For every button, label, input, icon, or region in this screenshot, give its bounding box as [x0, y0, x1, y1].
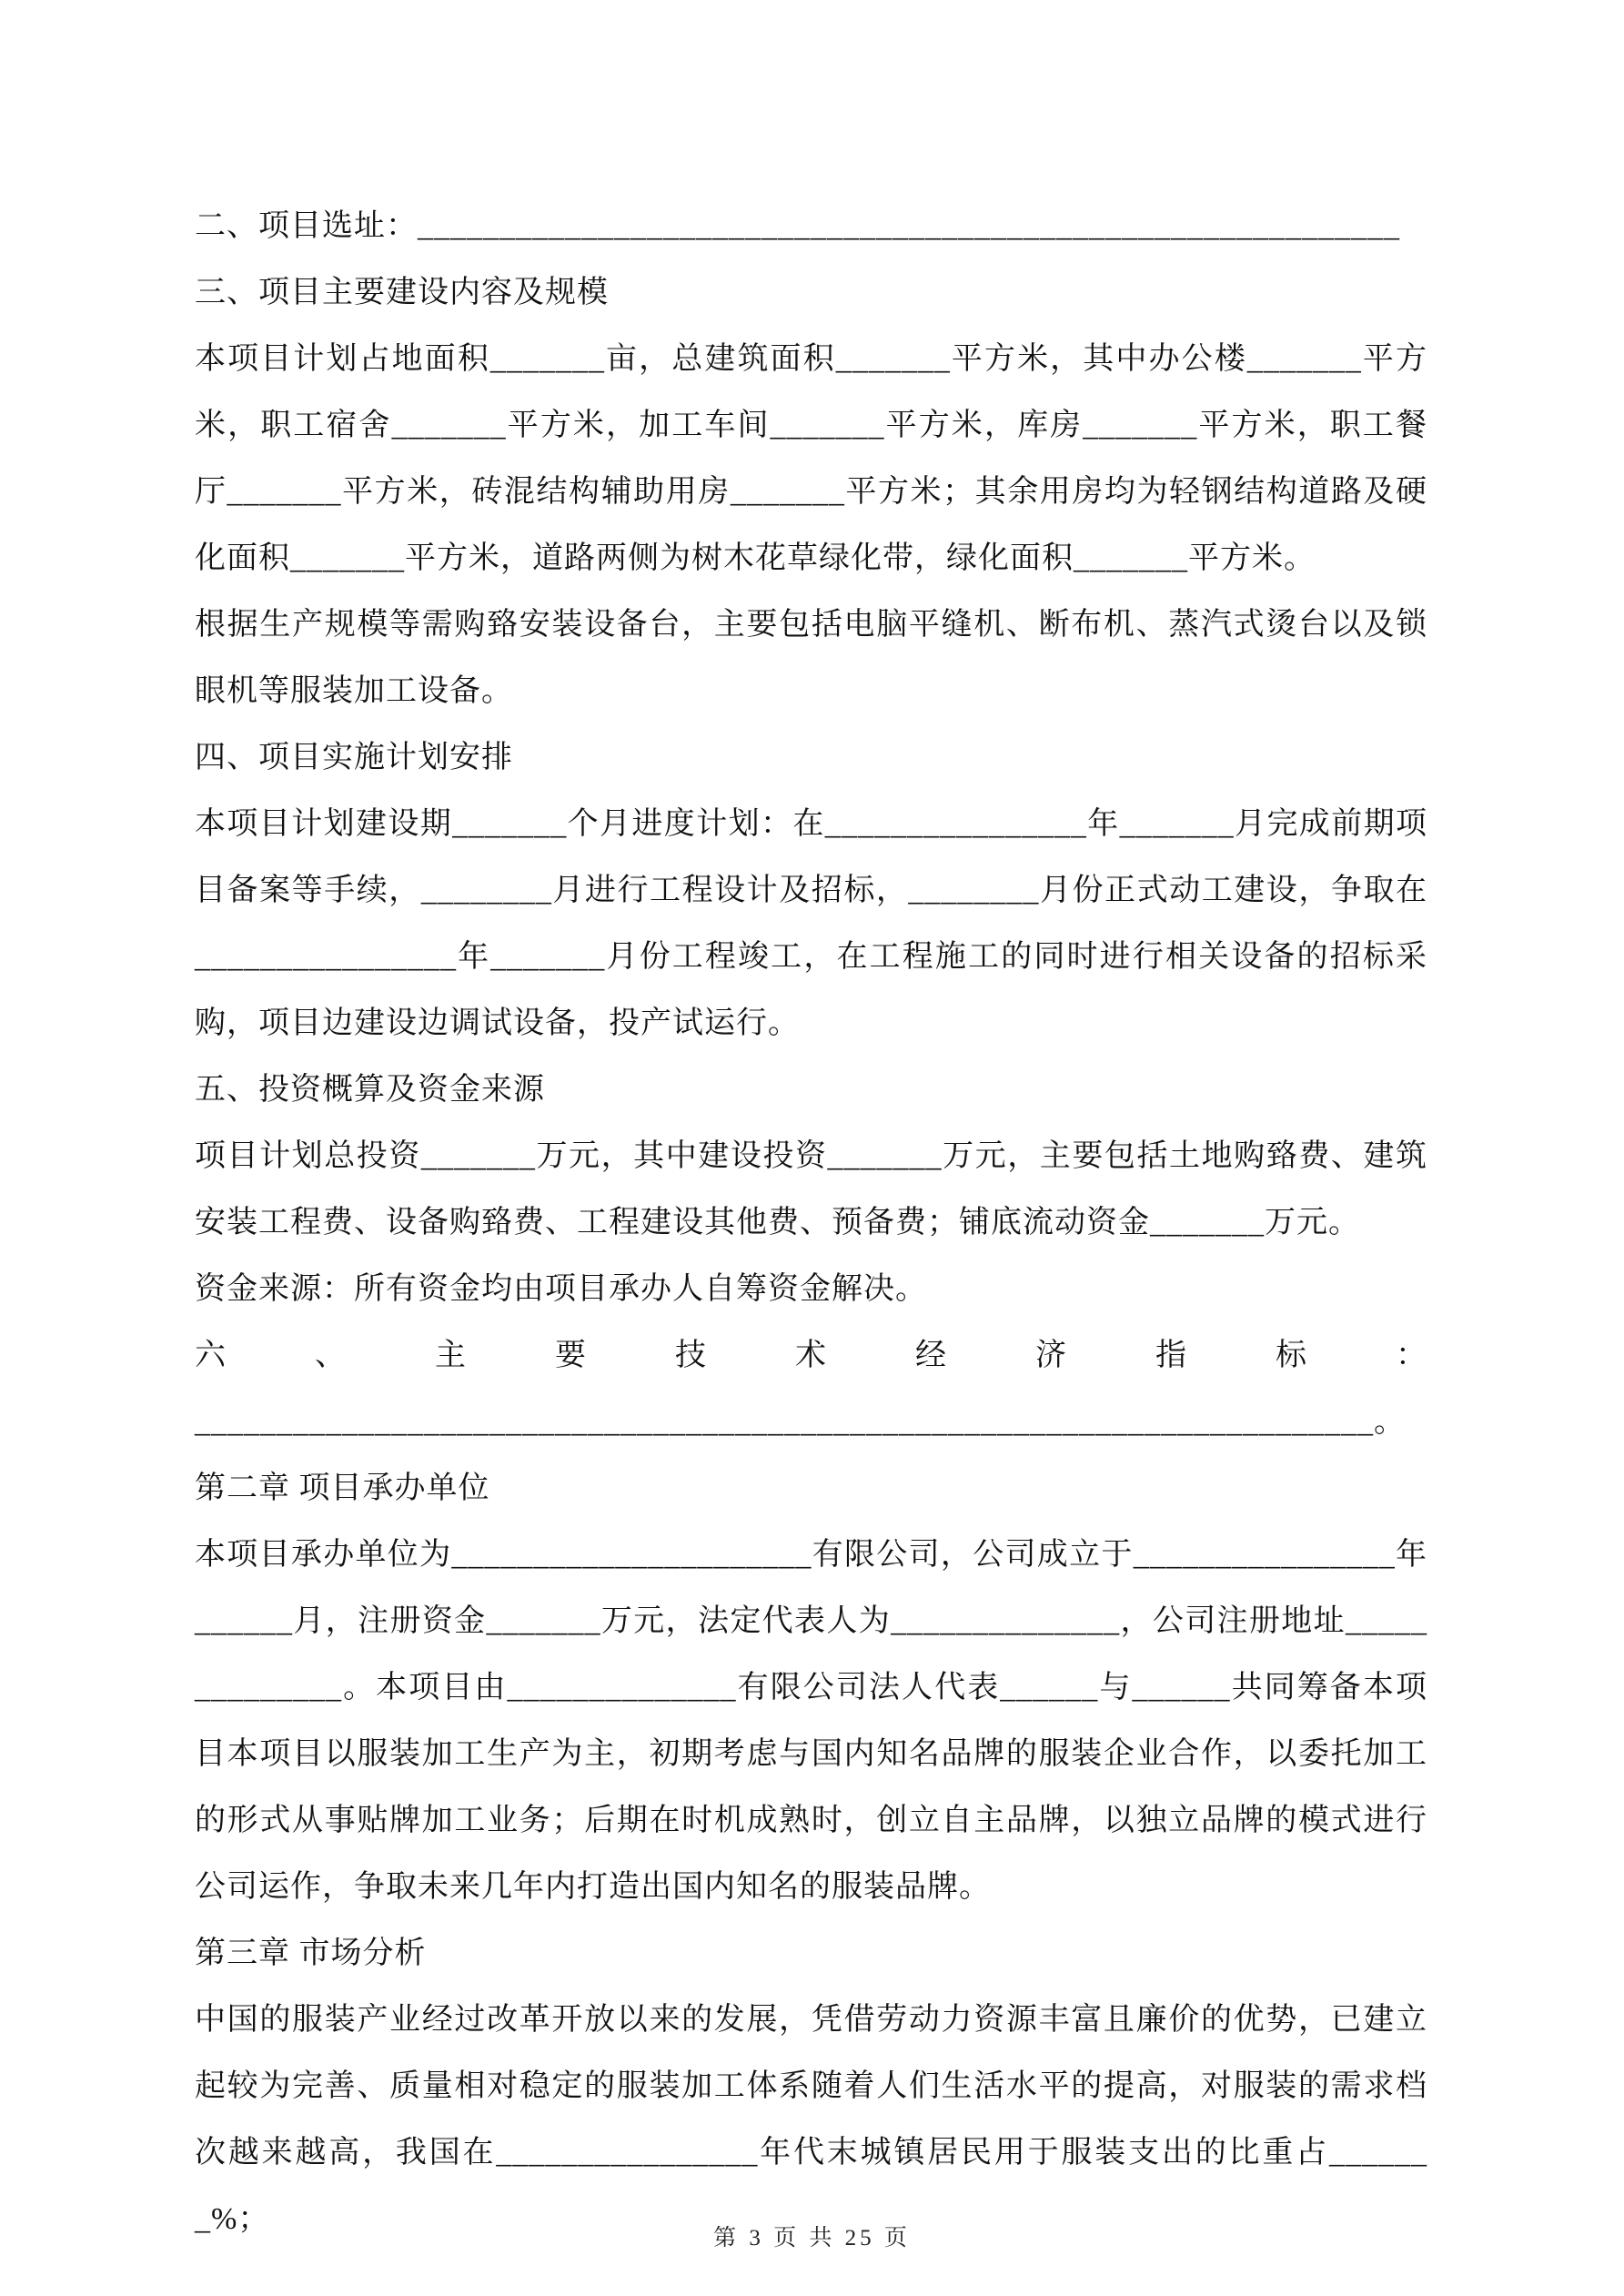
heading-implementation-plan: 四、项目实施计划安排	[195, 741, 513, 774]
para-funding-source: 资金来源：所有资金均由项目承办人自筹资金解决。	[195, 1272, 927, 1306]
para-implementation-schedule: 本项目计划建设期_______个月进度计划：在________________年_______月完成前期项目备案等手续，________月进行工程设计及招标，________月份正式动工建设，争取在________________年_______月份工程竣工，在工程施工的同时进行相关设备的招标采购，项目边建设边调试设备，投产试运行。	[195, 807, 1427, 1040]
para-company-info: 本项目承办单位为______________________有限公司，公司成立于________________年______月，注册资金_______万元，法定代表人为______________，公司注册地址______________。本项目由______________有限公司法人代表______与______共同筹备本项目本项目以服装加工生产为主，初期考虑与国内知名品牌的服装企业合作，以委托加工的形式从事贴牌加工业务；后期在时机成熟时，创立自主品牌，以独立品牌的模式进行公司运作，争取未来几年内打造出国内知名的服装品牌。	[195, 1538, 1427, 1904]
heading-chapter-3: 第三章 市场分析	[195, 1937, 427, 1970]
heading-project-site: 二、项目选址：____________________________________________________________	[195, 209, 1400, 243]
para-equipment-purchase: 根据生产规模等需购臵安装设备台，主要包括电脑平缝机、断布机、蒸汽式烫台以及锁眼机等服装加工设备。	[195, 608, 1427, 708]
heading-construction-content: 三、项目主要建设内容及规模	[195, 276, 609, 309]
para-investment-estimate: 项目计划总投资_______万元，其中建设投资_______万元，主要包括土地购臵费、建筑安装工程费、设备购臵费、工程建设其他费、预备费；铺底流动资金_______万元。	[195, 1139, 1427, 1239]
heading-technical-indicators: 六、主要技术经济指标：	[195, 1339, 1427, 1372]
heading-chapter-2: 第二章 项目承办单位	[195, 1472, 490, 1505]
heading-investment-funding: 五、投资概算及资金来源	[195, 1073, 545, 1107]
para-blank-underline: ________________________________________________________________________。	[195, 1405, 1406, 1439]
para-construction-scale: 本项目计划占地面积_______亩，总建筑面积_______平方米，其中办公楼_______平方米，职工宿舍_______平方米，加工车间_______平方米，库房_______平方米，职工餐厅_______平方米，砖混结构辅助用房_______平方米；其余用房均为轻钢结构道路及硬化面积_______平方米，道路两侧为树木花草绿化带，绿化面积_______平方米。	[195, 342, 1427, 575]
page-footer: 第 3 页 共 25 页	[713, 2226, 911, 2250]
para-market-analysis: 中国的服装产业经过改革开放以来的发展，凭借劳动力资源丰富且廉价的优势，已建立起较为完善、质量相对稳定的服装加工体系随着人们生活水平的提高，对服装的需求档次越来越高，我国在________________年代末城镇居民用于服装支出的比重占_______%；	[195, 2003, 1427, 2236]
